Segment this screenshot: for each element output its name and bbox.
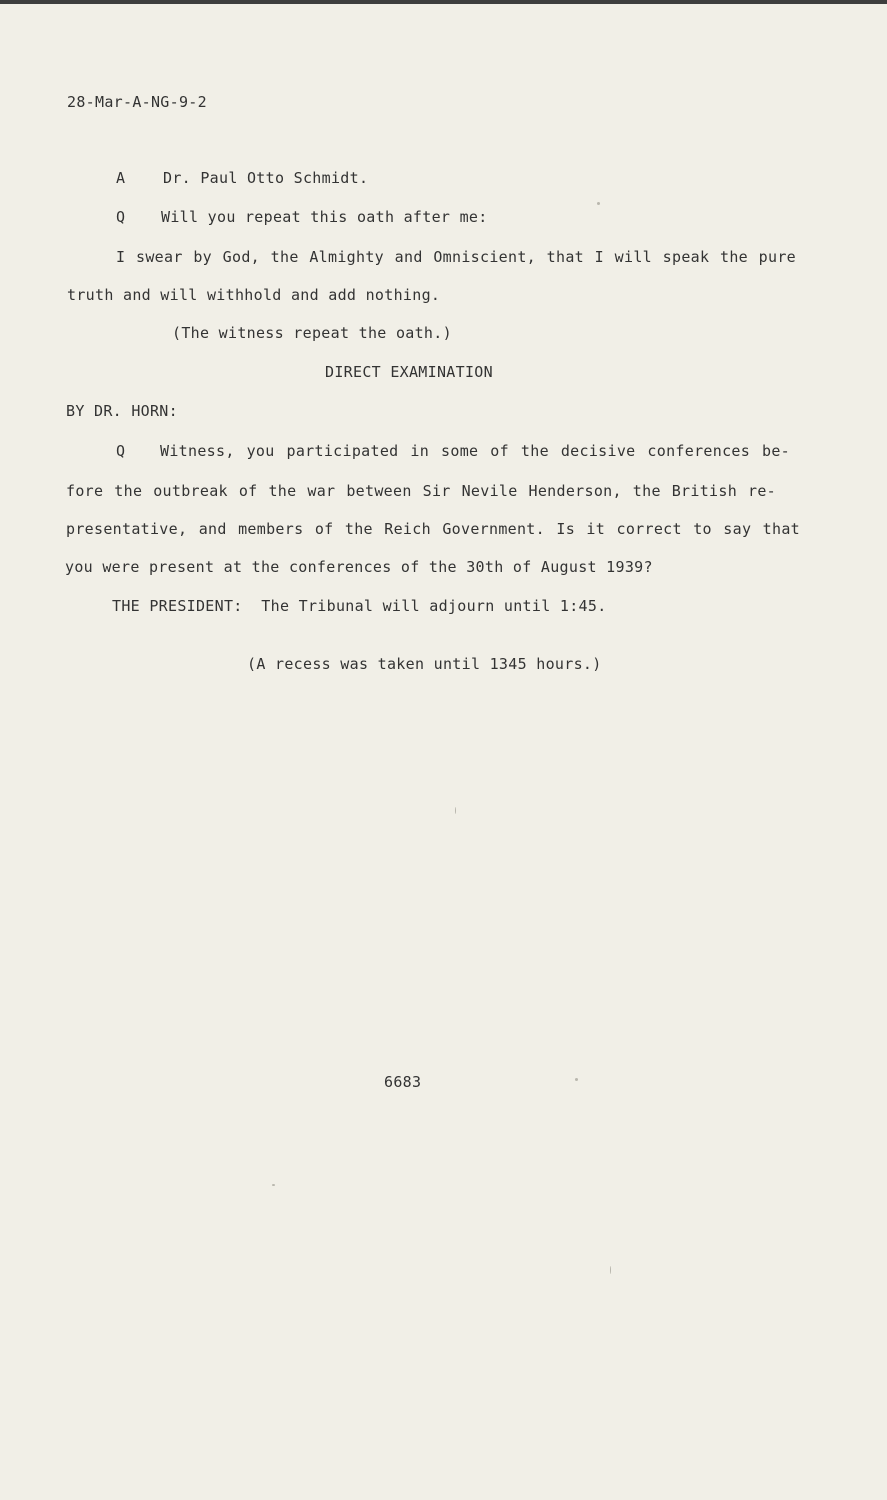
recess-note: (A recess was taken until 1345 hours.) xyxy=(247,655,602,673)
question-line: Witness, you participated in some of the decisive conferences be- xyxy=(160,442,790,460)
page-number: 6683 xyxy=(384,1073,422,1091)
question-text: Will you repeat this oath after me: xyxy=(161,208,488,226)
answer-label: A xyxy=(116,169,126,187)
question-line: presentative, and members of the Reich Government. Is it correct to say that xyxy=(66,520,800,538)
paper-speck xyxy=(455,807,456,814)
document-code: 28-Mar-A-NG-9-2 xyxy=(67,93,207,111)
section-heading: DIRECT EXAMINATION xyxy=(325,363,493,381)
question-line: you were present at the conferences of the 30th of August 1939? xyxy=(65,558,653,576)
paper-speck xyxy=(575,1078,578,1081)
question-line: fore the outbreak of the war between Sir Nevile Henderson, the British re- xyxy=(66,482,776,500)
question-label: Q xyxy=(116,442,126,460)
president-statement: THE PRESIDENT: The Tribunal will adjourn until 1:45. xyxy=(112,597,607,615)
answer-text: Dr. Paul Otto Schmidt. xyxy=(163,169,369,187)
paper-speck xyxy=(610,1266,611,1274)
question-label: Q xyxy=(116,208,126,226)
examiner-label: BY DR. HORN: xyxy=(66,402,178,420)
paper-speck xyxy=(272,1184,275,1186)
oath-line-1: I swear by God, the Almighty and Omniscient, that I will speak the pure xyxy=(116,248,796,266)
paper-speck xyxy=(597,202,600,205)
oath-line-2: truth and will withhold and add nothing. xyxy=(67,286,441,304)
stage-note: (The witness repeat the oath.) xyxy=(172,324,452,342)
